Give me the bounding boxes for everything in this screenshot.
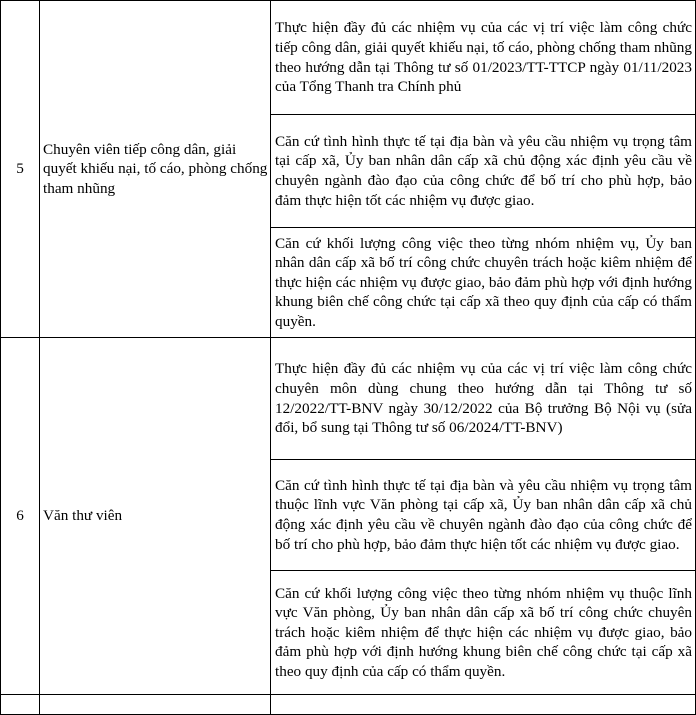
table-row: [1, 1, 696, 115]
row-number-cell: [1, 338, 40, 695]
requirement-text: Căn cứ tình hình thực tế tại địa bàn và yêu cầu nhiệm vụ trọng tâm tại cấp xã, Ủy ban nhân dân cấp xã chủ động xác định yêu cầu về chuyên ngành đào đạo của công chức để bố trí cho phù hợp, bảo đảm thực hiện tốt các nhiệm vụ được giao.: [275, 132, 692, 209]
requirement-cell: [271, 115, 696, 228]
row-number: 6: [16, 507, 24, 525]
requirement-text: Căn cứ tình hình thực tế tại địa bàn và yêu cầu nhiệm vụ trọng tâm thuộc lĩnh vực Văn phòng tại cấp xã, Ủy ban nhân dân cấp xã chủ động xác định yêu cầu về chuyên ngành đào đạo của công chức để bố trí cho phù hợp, bảo đảm thực hiện tốt các nhiệm vụ được giao.: [275, 476, 692, 553]
position-name: Chuyên viên tiếp công dân, giải quyết khiếu nại, tố cáo, phòng chống tham nhũng: [43, 140, 268, 197]
requirement-cell: [271, 571, 696, 695]
position-cell: [40, 338, 271, 695]
requirement-text: Căn cứ khối lượng công việc theo từng nhóm nhiệm vụ thuộc lĩnh vực Văn phòng, Ủy ban nhân dân cấp xã bố trí công chức chuyên trách hoặc kiêm nhiệm để thực hiện các nhiệm vụ được giao, bảo đảm phù hợp với định hướng khung biên chế công chức tại cấp xã theo quy định của cấp có thẩm quyền.: [275, 584, 692, 680]
requirement-text: Thực hiện đầy đủ các nhiệm vụ của các vị trí việc làm công chức tiếp công dân, giải quyết khiếu nại, tố cáo, phòng chống tham nhũng theo hướng dẫn tại Thông tư số 01/2023/TT-TTCP ngày 01/11/2023 của Tổng Thanh tra Chính phủ: [275, 19, 692, 96]
row-number-cell: [1, 1, 40, 338]
requirement-cell: [271, 1, 696, 115]
requirement-cell: [271, 460, 696, 571]
requirement-cell: [271, 228, 696, 338]
position-name: Văn thư viên: [43, 507, 123, 525]
requirement-text: Thực hiện đầy đủ các nhiệm vụ của các vị trí việc làm công chức chuyên môn dùng chung theo hướng dẫn tại Thông tư số 12/2022/TT-BNV ngày 30/12/2022 của Bộ trưởng Bộ Nội vụ (sửa đổi, bổ sung tại Thông tư số 06/2024/TT-BNV): [275, 360, 692, 437]
position-cell: [40, 1, 271, 338]
requirement-text: Căn cứ khối lượng công việc theo từng nhóm nhiệm vụ, Ủy ban nhân dân cấp xã bố trí công chức chuyên trách hoặc kiêm nhiệm để thực hiện các nhiệm vụ được giao, bảo đảm phù hợp với định hướng khung biên chế công chức tại cấp xã theo quy định của cấp có thẩm quyền.: [275, 234, 692, 330]
table-row: [1, 338, 696, 460]
requirement-cell: [271, 338, 696, 460]
row-number: 5: [16, 160, 24, 178]
